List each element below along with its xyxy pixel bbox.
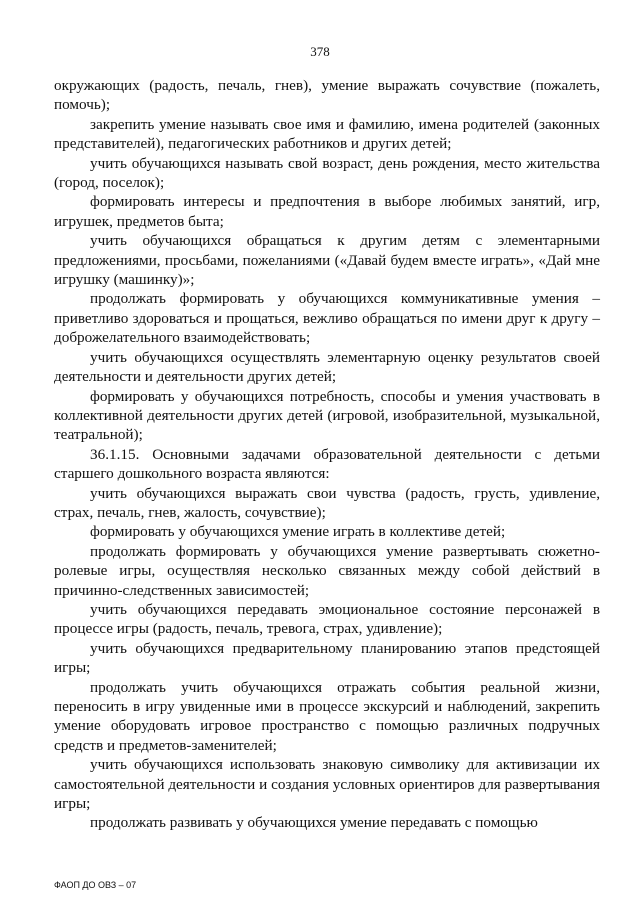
- paragraph: формировать у обучающихся умение играть в коллективе детей;: [90, 523, 506, 541]
- paragraph: продолжать формировать у обучающихся умение развертывать сюжетно-ролевые игры, осуществляя несколько связанных между собой действий в причинно-следственных зависимостей;: [54, 542, 600, 599]
- document-body: [54, 76, 600, 833]
- paragraph: учить обучающихся называть свой возраст, день рождения, место жительства (город, поселок);: [54, 154, 600, 192]
- paragraph: учить обучающихся обращаться к другим детям с элементарными предложениями, просьбами, пожеланиями («Давай будем вместе играть», «Дай мне игрушку (машинку)»;: [54, 232, 600, 289]
- paragraph: учить обучающихся осуществлять элементарную оценку результатов своей деятельности и деятельности других детей;: [54, 348, 600, 386]
- paragraph: продолжать развивать у обучающихся умение передавать с помощью: [90, 814, 538, 832]
- paragraph: учить обучающихся выражать свои чувства (радость, грусть, удивление, страх, печаль, гнев, жалость, сочувствие);: [54, 484, 600, 521]
- paragraph: окружающих (радость, печаль, гнев), умение выражать сочувствие (пожалеть, помочь);: [54, 77, 600, 114]
- paragraph: формировать интересы и предпочтения в выборе любимых занятий, игр, игрушек, предметов быта;: [54, 193, 600, 230]
- paragraph: продолжать формировать у обучающихся коммуникативные умения – приветливо здороваться и прощаться, вежливо обращаться по имени друг к другу – доброжелательного взаимодействовать;: [54, 290, 600, 347]
- document-footer: ФАОП ДО ОВЗ – 07: [54, 880, 137, 890]
- paragraph: 36.1.15. Основными задачами образовательной деятельности с детьми старшего дошкольного возраста являются:: [54, 445, 600, 483]
- paragraph: формировать у обучающихся потребность, способы и умения участвовать в коллективной деятельности других детей (игровой, изобразительной, музыкальной, театральной);: [54, 387, 600, 444]
- paragraph: учить обучающихся использовать знаковую символику для активизации их самостоятельной деятельности и создания условных ориентиров для развертывания игры;: [54, 756, 600, 813]
- paragraph: продолжать учить обучающихся отражать события реальной жизни, переносить в игру увиденные ими в процессе экскурсий и наблюдений, закрепить умение оборудовать игровое пространство с помощью различных подручных средств и предметов-заменителей;: [54, 678, 600, 754]
- paragraph: закрепить умение называть свое имя и фамилию, имена родителей (законных представителей), педагогических работников и других детей;: [54, 115, 600, 153]
- paragraph: учить обучающихся предварительному планированию этапов предстоящей игры;: [54, 639, 600, 677]
- paragraph: учить обучающихся передавать эмоциональное состояние персонажей в процессе игры (радость, печаль, тревога, страх, удивление);: [54, 600, 600, 638]
- page-number: 378: [310, 44, 330, 59]
